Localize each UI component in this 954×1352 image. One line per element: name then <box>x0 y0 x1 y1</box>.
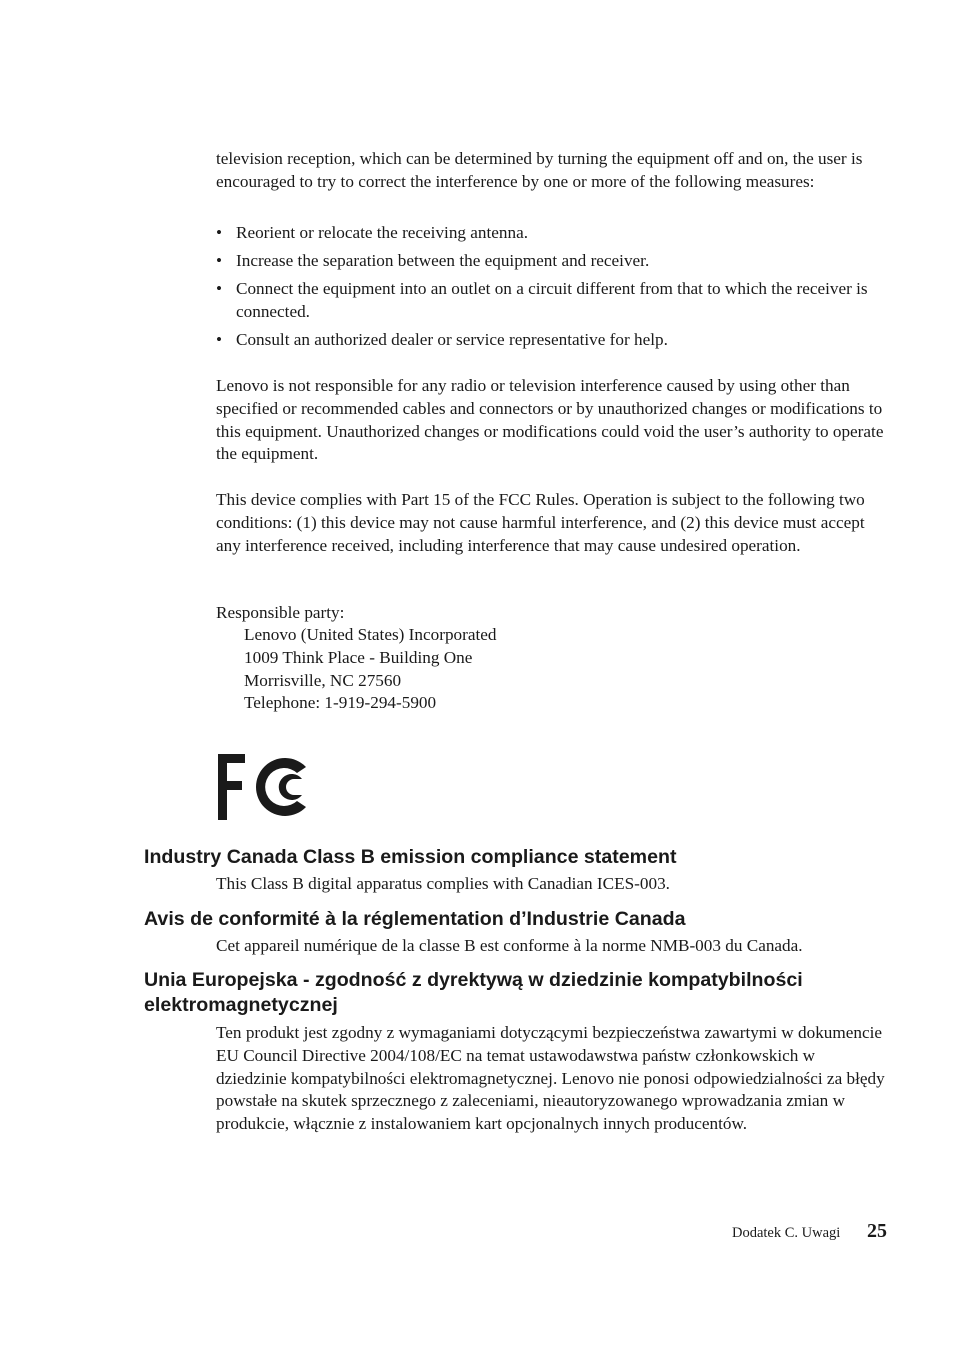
avis-industrie-canada-text: Cet appareil numérique de la classe B est conforme à la norme NMB-003 du Canada. <box>216 936 803 955</box>
address-line: 1009 Think Place - Building One <box>244 647 473 667</box>
address-line: Telephone: 1-919-294-5900 <box>244 693 437 713</box>
bullet-glyph: • <box>216 250 223 270</box>
bullet-glyph: • <box>216 223 223 242</box>
measure-text: Reorient or relocate the receiving antenna. <box>236 223 529 242</box>
responsible-party-address <box>244 624 496 715</box>
page-number: 25 <box>867 1220 887 1242</box>
heading-avis-industrie-canada: Avis de conformité à la réglementation d’Industrie Canada <box>144 908 686 930</box>
footer-section-label: Dodatek C. Uwagi <box>732 1225 841 1241</box>
industry-canada-text: This Class B digital apparatus complies with Canadian ICES-003. <box>216 874 670 893</box>
bullet-glyph: • <box>216 329 223 349</box>
heading-unia-europejska: Unia Europejska - zgodność z dyrektywą w dziedzinie kompatybilności elektromagnetycznej <box>144 969 803 1016</box>
intro-paragraph: television reception, which can be determined by turning the equipment off and on, the user is encouraged to try to correct the interference by one or more of the following measures: <box>216 149 863 191</box>
list-item <box>216 222 888 245</box>
fcc-logo-icon <box>218 754 310 820</box>
measure-text: Connect the equipment into an outlet on a circuit different from that to which the receiver is connected. <box>236 278 868 321</box>
list-item <box>216 329 888 352</box>
measure-text: Consult an authorized dealer or service representative for help. <box>236 329 668 349</box>
address-line: Morrisville, NC 27560 <box>244 670 402 690</box>
list-item <box>216 250 888 273</box>
lenovo-disclaimer-paragraph: Lenovo is not responsible for any radio or television interference caused by using other than specified or recommended cables and connectors or by unauthorized changes or modifications to this equipment. Unauthorized changes or modifications could void the user’s authority to operate the equipment. <box>216 376 884 464</box>
fcc-compliance-paragraph: This device complies with Part 15 of the FCC Rules. Operation is subject to the following two conditions: (1) this device may not cause harmful interference, and (2) this device must accept any interference received, including interference that may cause undesired operation. <box>216 490 865 555</box>
responsible-party-label: Responsible party: <box>216 603 345 622</box>
list-item <box>216 278 888 324</box>
measures-list <box>216 222 888 357</box>
heading-industry-canada: Industry Canada Class B emission compliance statement <box>144 846 677 868</box>
bullet-glyph: • <box>216 278 223 298</box>
unia-europejska-text: Ten produkt jest zgodny z wymaganiami dotyczącymi bezpieczeństwa zawartymi w dokumencie EU Council Directive 2004/108/EC na temat ustawodawstwa państw członkowskich w dziedzinie kompatybilności elektromagnetycznej. Lenovo nie ponosi odpowiedzialności za błędy powstałe na skutek sprzecznego z zaleceniami, nieautoryzowanego wprowadzania zmian w produkcie, włącznie z instalowaniem kart opcjonalnych innych producentów. <box>216 1023 885 1134</box>
measure-text: Increase the separation between the equipment and receiver. <box>236 250 650 270</box>
address-line: Lenovo (United States) Incorporated <box>244 625 497 644</box>
